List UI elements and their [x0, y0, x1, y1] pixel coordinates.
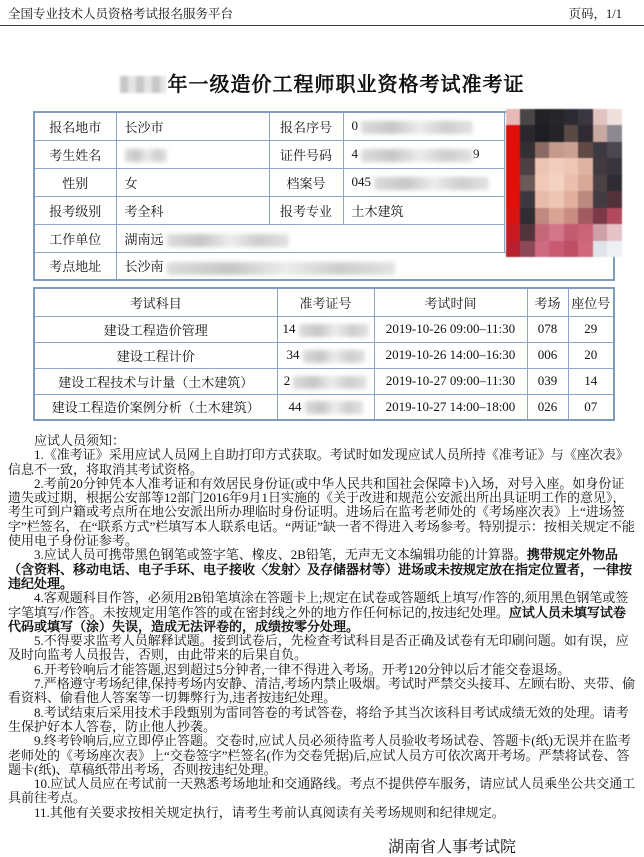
document-header: [0, 0, 644, 26]
exam-row: [34, 342, 614, 368]
exam-time: 2019-10-27 09:00–11:30: [374, 368, 527, 394]
exam-room: 006: [527, 342, 568, 368]
exam-col-subject: 考试科目: [34, 288, 277, 316]
value-name: [116, 140, 269, 168]
value-city: 长沙市: [116, 112, 269, 140]
admission-ticket-title: [0, 68, 644, 97]
label-file-number: 档案号: [269, 168, 343, 196]
label-name: 考生姓名: [34, 140, 116, 168]
exam-col-time: 考试时间: [374, 288, 527, 316]
exam-room: 078: [527, 316, 568, 342]
exam-seat: 29: [568, 316, 614, 342]
exam-schedule-table: [33, 287, 615, 421]
value-major: 土木建筑: [343, 196, 504, 224]
page-number: 页码，1/1: [568, 7, 622, 21]
exam-ticket-number: 14: [277, 316, 374, 342]
notice-paragraph: 2.考前20分钟凭本人准考证和有效居民身份证(或中华人民共和国社会保障卡)入场，对号入座。如身份证遗失或过期，根据公安部等12部门2016年9月1日实施的《关于改进和规范公安派出所出具证明工作的意见》，考生可到户籍或考点所在地公安派出所办理临时身份证明。进场后在监考老师处的《考场座次表》上“进场签字”栏签名，在“联系方式”栏填写本人联系电话。“两证”缺一者不得进入考场参考。特别提示：按相关规定不能使用电子身份证参考。: [8, 475, 635, 549]
notice-paragraph: 4.客观题科目作答，必须用2B铅笔填涂在答题卡上;规定在试卷或答题纸上填写/作答的,须用黑色钢笔或签字笔填写/作答。未按规定用笔作答的或在密封线之外的地方作任何标记的,按违纪处理。应试人员未填写试卷代码或填写（涂）失误，造成无法评卷的，成绩按零分处理。: [8, 590, 629, 634]
label-serial: 报名序号: [269, 112, 343, 140]
notice-paragraph: 5.不得要求监考人员解释试题。接到试卷后，先检查考试科目是否正确及试卷有无印刷问题。如有误，应及时向监考人员报告，否则，由此带来的后果自负。: [8, 633, 629, 663]
exam-col-ticket-number: 准考证号: [277, 288, 374, 316]
redacted-blur: [167, 262, 395, 275]
value-employer: 湖南远: [116, 224, 504, 252]
label-exam-site: 考点地址: [34, 252, 116, 280]
value-file-number: 045: [343, 168, 504, 196]
exam-col-room: 考场: [527, 288, 568, 316]
value-exam-level: 考全科: [116, 196, 269, 224]
exam-subject: 建设工程造价案例分析（土木建筑）: [34, 394, 277, 420]
label-major: 报考专业: [269, 196, 343, 224]
exam-seat: 14: [568, 368, 614, 394]
exam-table-body: [34, 316, 614, 420]
exam-header-row: [34, 288, 614, 316]
value-id-number: 4 9: [343, 140, 504, 168]
notice-paragraph: 9.终考铃响后,应立即停止答题。交卷时,应试人员必须待监考人员验收考场试卷、答题卡(纸)无误并在监考老师处的《考场座次表》上“交卷签字”栏签名(作为交卷凭据)后,应试人员方可依次离开考场。严禁将试卷、答题卡(纸)、草稿纸带出考场，否则按违纪处理。: [8, 733, 631, 777]
redacted-blur: [361, 149, 473, 162]
redacted-blur: [374, 177, 489, 190]
exam-time: 2019-10-26 14:00–16:30: [374, 342, 527, 368]
exam-subject: 建设工程技术与计量（土木建筑）: [34, 368, 277, 394]
notice-paragraph: 11.其他有关要求按相关规定执行，请考生考前认真阅读有关考场规则和纪律规定。: [34, 804, 505, 820]
exam-room: 026: [527, 394, 568, 420]
label-id-number: 证件号码: [269, 140, 343, 168]
redacted-blur: [299, 324, 369, 337]
exam-row: [34, 316, 614, 342]
redacted-blur: [167, 234, 289, 247]
notice-paragraph: 1.《准考证》采用应试人员网上自助打印方式获取。考试时如发现应试人员所持《准考证》与《座次表》信息不一致，将取消其考试资格。: [8, 447, 629, 477]
platform-title: 全国专业技术人员资格考试报名服务平台: [8, 7, 234, 21]
exam-row: [34, 368, 614, 394]
exam-seat: 20: [568, 342, 614, 368]
exam-time: 2019-10-27 14:00–18:00: [374, 394, 527, 420]
photo-cell: [504, 112, 614, 252]
notice-paragraph: 8.考试结束后采用技术手段甄别为雷同答卷的考试答卷，将给予其当次该科目考试成绩无效的处理。请考生保护好本人答卷，防止他人抄袭。: [8, 704, 629, 734]
exam-row: [34, 394, 614, 420]
notes-section: [0, 434, 644, 820]
exam-seat: 07: [568, 394, 614, 420]
exam-time: 2019-10-26 09:00–11:30: [374, 316, 527, 342]
redacted-blur: [125, 149, 167, 162]
notice-paragraph: 10.应试人员应在考试前一天熟悉考场地址和交通路线。考点不提供停车服务，请应试人员乘坐公共交通工具前往考点。: [8, 776, 636, 806]
redacted-blur: [293, 376, 367, 389]
value-serial: 0: [343, 112, 504, 140]
exam-col-seat: 座位号: [568, 288, 614, 316]
label-gender: 性别: [34, 168, 116, 196]
info-row: [34, 112, 614, 140]
exam-room: 039: [527, 368, 568, 394]
exam-ticket-number: 2: [277, 368, 374, 394]
label-employer: 工作单位: [34, 224, 116, 252]
label-city: 报名地市: [34, 112, 116, 140]
exam-subject: 建设工程计价: [34, 342, 277, 368]
exam-subject: 建设工程造价管理: [34, 316, 277, 342]
value-gender: 女: [116, 168, 269, 196]
notice-paragraph: 7.严格遵守考场纪律,保持考场内安静、清洁,考场内禁止吸烟。考试时严禁交头接耳、左顾右盼、夹带、偷看资料、偷看他人答案等一切舞弊行为,违者按违纪处理。: [8, 676, 636, 706]
notice-paragraph: 6.开考铃响后才能答题,迟到超过5分钟者,一律不得进入考场。开考120分钟以后才能交卷退场。: [34, 661, 571, 677]
redacted-blur: [305, 401, 363, 414]
value-exam-site: 长沙南: [116, 252, 614, 280]
exam-ticket-number: 44: [277, 394, 374, 420]
redacted-blur: [361, 121, 473, 134]
title-text: 年一级造价工程师职业资格考试准考证: [167, 74, 525, 96]
redacted-year-block: [120, 76, 166, 93]
candidate-info-table: [33, 111, 615, 281]
candidate-photo: [506, 109, 622, 257]
label-exam-level: 报考级别: [34, 196, 116, 224]
notes-paragraphs: [8, 448, 636, 820]
issuer-signature: 湖南省人事考试院: [387, 839, 516, 857]
redacted-blur: [303, 350, 365, 363]
notes-heading: 应试人员须知：: [34, 433, 126, 448]
notice-paragraph: 3.应试人员可携带黑色钢笔或签字笔、橡皮、2B铅笔，无声无文本编辑功能的计算器。携带规定外物品（含资料、移动电话、电子手环、电子接收〈发射〉及存储器材等）进场或未按规定放在指定位置者，一律按违纪处理。: [8, 547, 633, 591]
exam-ticket-number: 34: [277, 342, 374, 368]
